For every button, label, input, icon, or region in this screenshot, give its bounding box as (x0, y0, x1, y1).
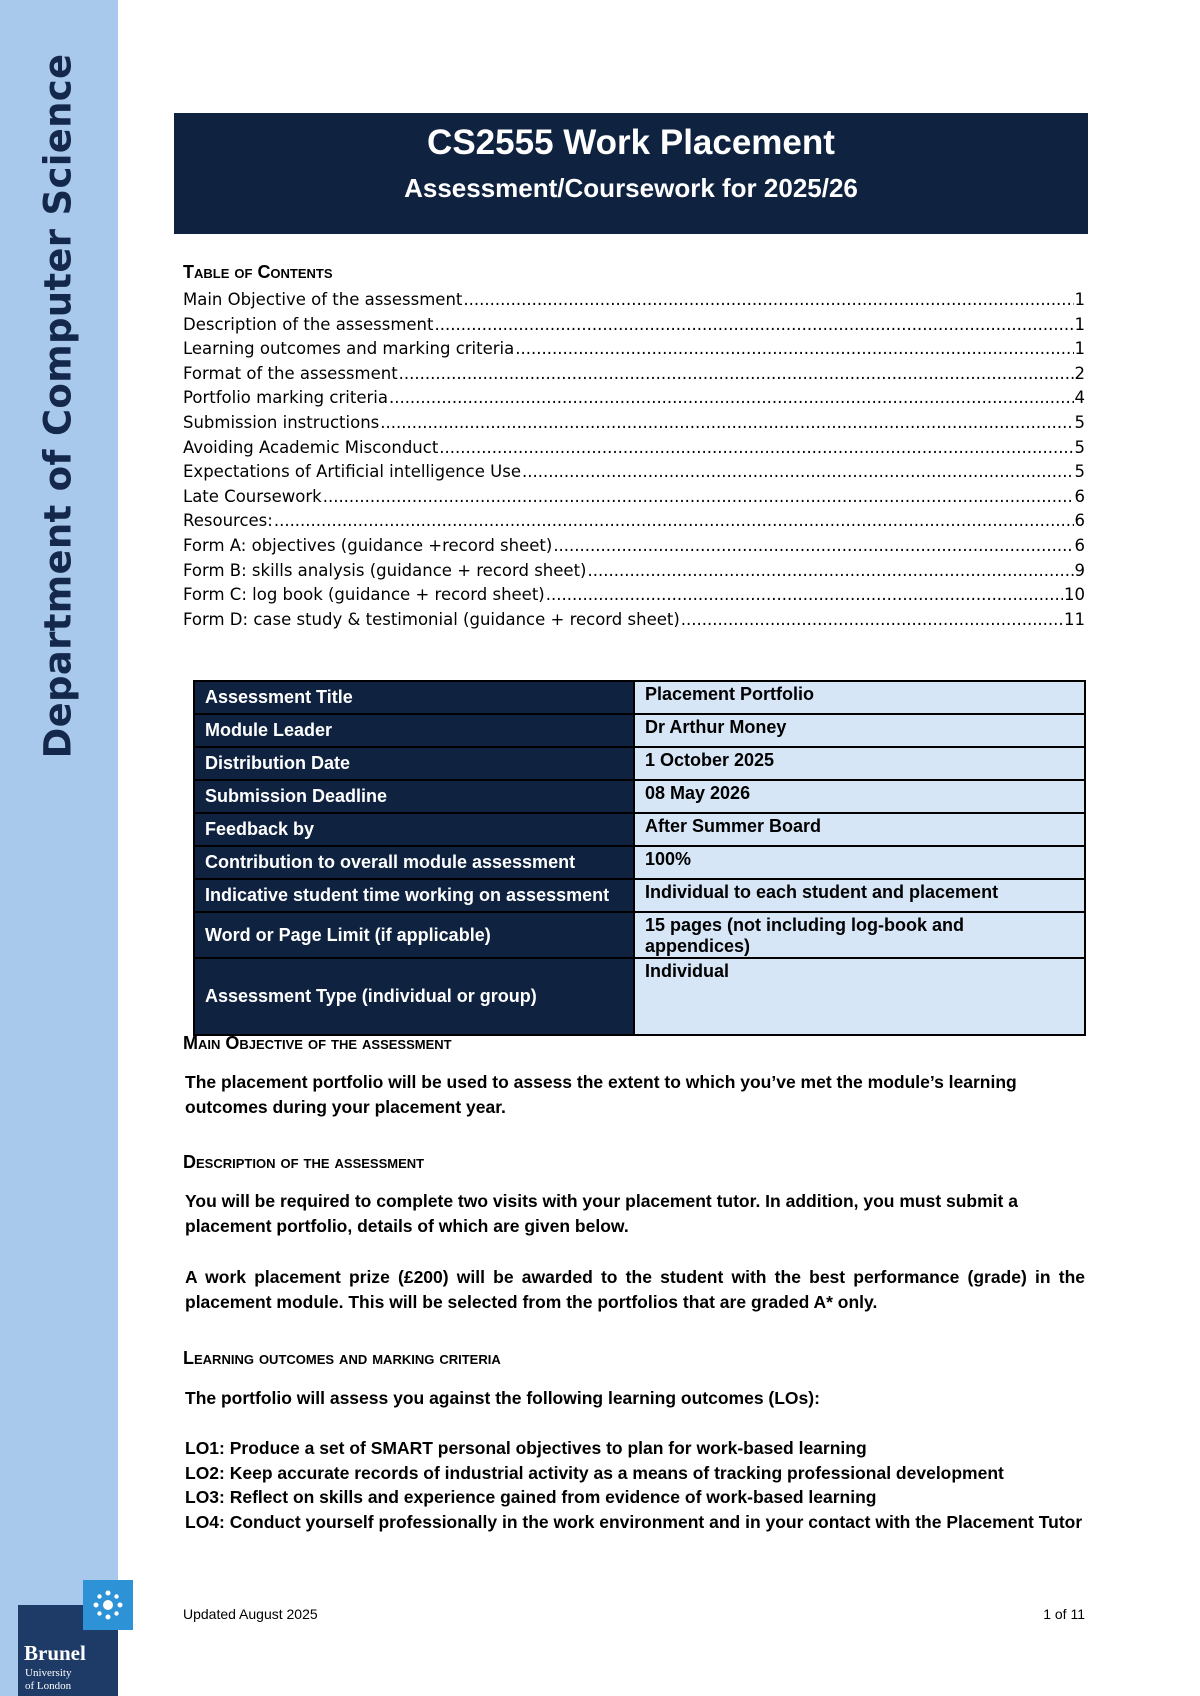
table-row (194, 879, 1085, 912)
table-row (194, 714, 1085, 747)
info-key: Word or Page Limit (if applicable) (194, 912, 634, 958)
learning-outcomes-heading: Learning outcomes and marking criteria (183, 1348, 501, 1368)
footer-page-number: 1 of 11 (1043, 1606, 1085, 1622)
info-value: 1 October 2025 (634, 747, 1085, 780)
info-value: Placement Portfolio (634, 681, 1085, 714)
document-title: CS2555 Work Placement (427, 123, 835, 162)
toc-item[interactable]: Form B: skills analysis (guidance + record sheet) ..... 9 (183, 561, 1085, 586)
assessment-info-table (193, 680, 1086, 1036)
list-item: LO1: Produce a set of SMART personal objectives to plan for work-based learning (185, 1438, 867, 1458)
info-value: Individual to each student and placement (634, 879, 1085, 912)
sidebar-band (0, 0, 118, 1696)
info-value: Individual (634, 958, 1085, 1035)
info-key: Assessment Title (194, 681, 634, 714)
document-subtitle: Assessment/Coursework for 2025/26 (404, 173, 858, 203)
table-row (194, 747, 1085, 780)
toc-item[interactable]: Form C: log book (guidance + record sheet) ..... 10 (183, 585, 1085, 610)
document-header (174, 113, 1088, 234)
table-of-contents (183, 290, 1085, 634)
info-key: Contribution to overall module assessment (194, 846, 634, 879)
department-title: Department of Computer Science (36, 53, 80, 759)
list-item: LO4: Conduct yourself professionally in the work environment and in your contact with the Placement Tutor (185, 1511, 1083, 1532)
info-key: Feedback by (194, 813, 634, 846)
description-paragraph-2: A work placement prize (£200) will be awarded to the student with the best performance (grade) in the placement module. This will be selected from the portfolios that are graded A* only. (185, 1267, 1085, 1312)
logo-subtitle-2: of London (25, 1680, 72, 1692)
toc-heading: Table of Contents (183, 262, 333, 282)
toc-item[interactable]: Format of the assessment ..... 2 (183, 364, 1085, 389)
table-row (194, 912, 1085, 958)
main-objective-heading: Main Objective of the assessment (183, 1033, 452, 1053)
logo-name: Brunel (24, 1641, 86, 1665)
table-row (194, 813, 1085, 846)
table-row (194, 958, 1085, 1035)
learning-outcomes-list (185, 1436, 1085, 1534)
info-key: Distribution Date (194, 747, 634, 780)
toc-item[interactable]: Form D: case study & testimonial (guidance + record sheet) ..... 11 (183, 610, 1085, 635)
logo-subtitle-1: University (25, 1667, 72, 1679)
toc-item[interactable]: Resources: ..... 6 (183, 511, 1085, 536)
toc-item[interactable]: Portfolio marking criteria ..... 4 (183, 388, 1085, 413)
info-key: Indicative student time working on assessment (194, 879, 634, 912)
table-row (194, 846, 1085, 879)
toc-item[interactable]: Expectations of Artificial intelligence Use ..... 5 (183, 462, 1085, 487)
toc-item[interactable]: Learning outcomes and marking criteria ..... 1 (183, 339, 1085, 364)
info-value: 08 May 2026 (634, 780, 1085, 813)
info-key: Module Leader (194, 714, 634, 747)
info-value: Dr Arthur Money (634, 714, 1085, 747)
table-row (194, 681, 1085, 714)
toc-item[interactable]: Main Objective of the assessment ..... 1 (183, 290, 1085, 315)
learning-outcomes-intro: The portfolio will assess you against the following learning outcomes (LOs): (185, 1388, 820, 1408)
main-objective-text: The placement portfolio will be used to assess the extent to which you’ve met the module’s learning outcomes during your placement year. (185, 1072, 1017, 1117)
list-item: LO3: Reflect on skills and experience gained from evidence of work-based learning (185, 1487, 877, 1508)
toc-item[interactable]: Description of the assessment ..... 1 (183, 315, 1085, 340)
info-value: 15 pages (not including log-book and appendices) (634, 912, 1085, 958)
info-key: Submission Deadline (194, 780, 634, 813)
description-heading: Description of the assessment (183, 1152, 425, 1172)
toc-item[interactable]: Avoiding Academic Misconduct ..... 5 (183, 438, 1085, 463)
toc-item[interactable]: Late Coursework ..... 6 (183, 487, 1085, 512)
crest-icon (83, 1580, 133, 1630)
footer-updated: Updated August 2025 (183, 1606, 318, 1622)
info-value: After Summer Board (634, 813, 1085, 846)
toc-item[interactable]: Submission instructions ..... 5 (183, 413, 1085, 438)
list-item: LO2: Keep accurate records of industrial activity as a means of tracking professional development (185, 1462, 1004, 1483)
toc-item[interactable]: Form A: objectives (guidance +record sheet) ..... 6 (183, 536, 1085, 561)
info-value: 100% (634, 846, 1085, 879)
table-row (194, 780, 1085, 813)
info-key: Assessment Type (individual or group) (194, 958, 634, 1035)
description-paragraph-1: You will be required to complete two visits with your placement tutor. In addition, you must submit a placement portfolio, details of which are given below. (185, 1191, 1018, 1236)
